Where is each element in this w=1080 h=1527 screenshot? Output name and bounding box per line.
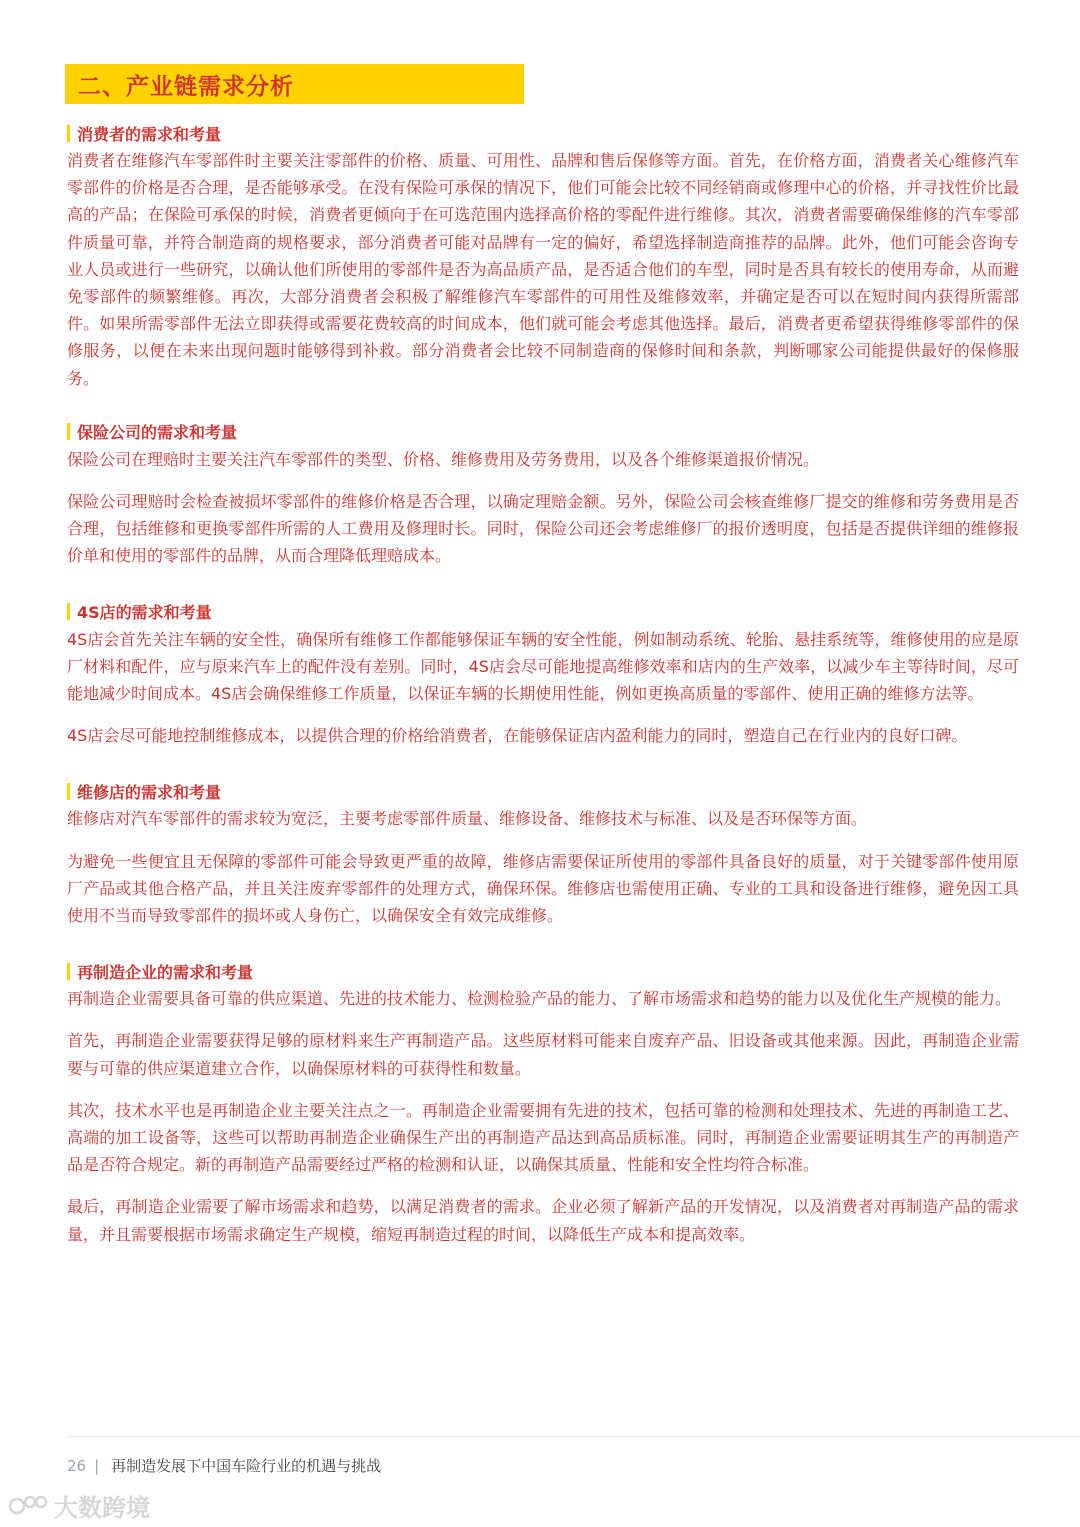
- paragraph: 首先，再制造企业需要获得足够的原材料来生产再制造产品。这些原材料可能来自废弃产品、旧设备或其他来源。因此，再制造企业需要与可靠的供应渠道建立合作，以确保原材料的可获得性和数量。: [67, 1031, 1019, 1078]
- section-heading: [67, 959, 1019, 983]
- footer-separator: |: [94, 1456, 100, 1475]
- report-title: 再制造发展下中国车险行业的机遇与挑战: [111, 1457, 382, 1475]
- section-4s-store: [67, 600, 1019, 750]
- paragraph: 再制造企业需要具备可靠的供应渠道、先进的技术能力、检测检验产品的能力、了解市场需求和趋势的能力以及优化生产规模的能力。: [67, 989, 1012, 1009]
- heading-accent-bar: [67, 423, 70, 440]
- heading-accent-bar: [67, 125, 70, 142]
- section-heading: [67, 121, 1019, 145]
- heading-accent-bar: [67, 783, 70, 800]
- section-heading: [67, 420, 1019, 444]
- section-heading-text: 维修店的需求和考量: [77, 782, 222, 802]
- paragraph: 维修店对汽车零部件的需求较为宽泛，主要考虑零部件质量、维修设备、维修技术与标准、以及是否环保等方面。: [67, 809, 868, 829]
- section-remanufacturer: [67, 959, 1019, 1248]
- heading-accent-bar: [67, 603, 70, 620]
- section-consumer: [67, 121, 1019, 392]
- heading-accent-bar: [67, 963, 70, 980]
- page-title: 二、产业链需求分析: [78, 73, 294, 100]
- section-heading-text: 再制造企业的需求和考量: [77, 962, 254, 982]
- section-insurer: [67, 420, 1019, 570]
- footer-divider: [67, 1436, 1080, 1437]
- footer: [67, 1455, 381, 1476]
- section-heading: [67, 600, 1019, 624]
- paragraph: 其次，技术水平也是再制造企业主要关注点之一。再制造企业需要拥有先进的技术，包括可靠的检测和处理技术、先进的再制造工艺、高端的加工设备等，这些可以帮助再制造企业确保生产出的再制造产品达到高品质标准。同时，再制造企业需要证明其生产的再制造产品是否符合规定。新的再制造产品需要经过严格的检测和认证，以确保其质量、性能和安全性均符合标准。: [67, 1100, 1019, 1175]
- paragraph: 保险公司在理赔时主要关注汽车零部件的类型、价格、维修费用及劳务费用，以及各个维修渠道报价情况。: [67, 449, 820, 469]
- section-heading-text: 保险公司的需求和考量: [77, 423, 238, 443]
- watermark-text: 大数跨境: [54, 1494, 150, 1522]
- paragraph: 4S店会尽可能地控制维修成本，以提供合理的价格给消费者，在能够保证店内盈利能力的同时，塑造自己在行业内的良好口碑。: [67, 726, 968, 746]
- page-number: 26: [67, 1456, 87, 1475]
- paragraph: 最后，再制造企业需要了解市场需求和趋势，以满足消费者的需求。企业必须了解新产品的开发情况，以及消费者对再制造产品的需求量，并且需要根据市场需求确定生产规模，缩短再制造过程的时间，以降低生产成本和提高效率。: [67, 1197, 1019, 1244]
- paragraph: 保险公司理赔时会检查被损坏零部件的维修价格是否合理，以确定理赔金额。另外，保险公司会核查维修厂提交的维修和劳务费用是否合理，包括维修和更换零部件所需的人工费用及修理时长。同时，保险公司还会考虑维修厂的报价透明度，包括是否提供详细的维修报价单和使用的零部件的品牌，从而合理降低理赔成本。: [67, 492, 1019, 566]
- paragraph: 消费者在维修汽车零部件时主要关注零部件的价格、质量、可用性、品牌和售后保修等方面。首先，在价格方面，消费者关心维修汽车零部件的价格是否合理，是否能够承受。在没有保险可承保的情况下，他们可能会比较不同经销商或修理中心的价格，并寻找性价比最高的产品；在保险可承保的时候，消费者更倾向于在可选范围内选择高价格的零配件进行维修。其次，消费者需要确保维修的汽车零部件质量可靠，并符合制造商的规格要求，部分消费者可能对品牌有一定的偏好，希望选择制造商推荐的品牌。此外，他们可能会咨询专业人员或进行一些研究，以确认他们所使用的零部件是否为高品质产品，是否适合他们的车型，同时是否具有较长的使用寿命，从而避免零部件的频繁维修。再次，大部分消费者会积极了解维修汽车零部件的可用性及维修效率，并确定是否可以在短时间内获得所需部件。如果所需零部件无法立即获得或需要花费较高的时间成本，他们就可能会考虑其他选择。最后，消费者更希望获得维修零部件的保修服务，以便在未来出现问题时能够得到补救。部分消费者会比较不同制造商的保修时间和条款，判断哪家公司能提供最好的保修服务。: [67, 151, 1019, 388]
- section-heading-text: 4S店的需求和考量: [77, 603, 212, 623]
- section-heading: [67, 779, 1019, 803]
- main-content: [67, 121, 1019, 1248]
- section-heading-text: 消费者的需求和考量: [77, 124, 222, 144]
- paragraph: 4S店会首先关注车辆的安全性，确保所有维修工作都能够保证车辆的安全性能，例如制动系统、轮胎、悬挂系统等，维修使用的应是原厂材料和配件，应与原来汽车上的配件没有差别。同时，4S店会尽可能地提高维修效率和店内的生产效率，以减少车主等待时间，尽可能地减少时间成本。4S店会确保维修工作质量，以保证车辆的长期使用性能，例如更换高质量的零部件、使用正确的维修方法等。: [67, 629, 1019, 704]
- page-title-band: [65, 64, 524, 104]
- paragraph: 为避免一些便宜且无保障的零部件可能会导致更严重的故障，维修店需要保证所使用的零部件具备良好的质量，对于关键零部件使用原厂产品或其他合格产品，并且关注废弃零部件的处理方式，确保环保。维修店也需使用正确、专业的工具和设备进行维修，避免因工具使用不当而导致零部件的损坏或人身伤亡，以确保安全有效完成维修。: [67, 851, 1019, 926]
- watermark-logo-icon: [8, 1493, 50, 1519]
- watermark: [8, 1488, 150, 1523]
- section-repair-shop: [67, 779, 1019, 929]
